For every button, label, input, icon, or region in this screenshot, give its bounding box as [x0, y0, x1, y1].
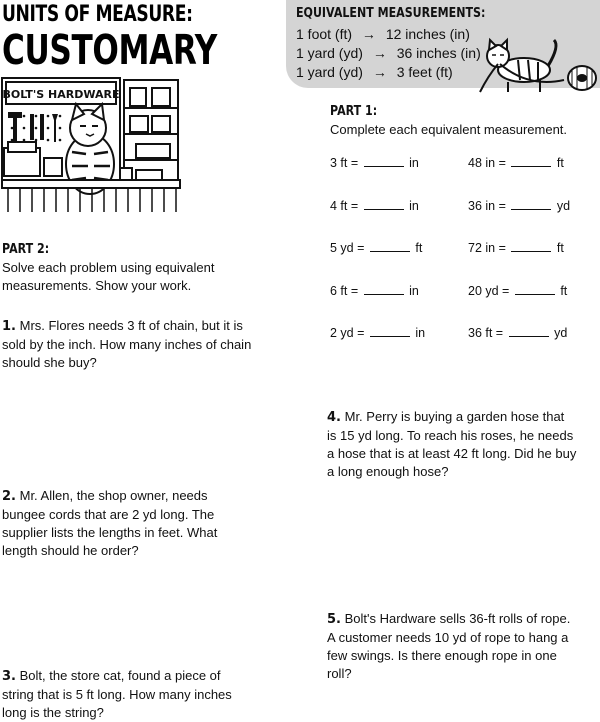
title-line-2: CUSTOMARY — [2, 26, 217, 74]
answer-blank[interactable] — [515, 283, 555, 295]
hardware-store-illustration — [0, 76, 182, 214]
arrow-right-icon: → — [361, 26, 376, 42]
answer-blank[interactable] — [364, 155, 404, 167]
problem-3: 3. Bolt, the store cat, found a piece of string that is 5 ft long. How many inches long is the string? — [2, 668, 232, 720]
arrow-right-icon: → — [372, 64, 387, 80]
part1-instruction: Complete each equivalent measurement. — [330, 122, 568, 137]
answer-blank[interactable] — [364, 283, 404, 295]
exercise: 48 in = ft — [468, 156, 564, 170]
answer-blank[interactable] — [511, 240, 551, 252]
problem-2: 2. Mr. Allen, the shop owner, needs bungee cords that are 2 yd long. The supplier lists the lengths in feet. What length should he order? — [2, 488, 218, 558]
problem-5: 5. Bolt's Hardware sells 36-ft rolls of rope. A customer needs 10 yd of rope to hang a few swings. Is there enough rope in one roll? — [327, 611, 571, 681]
problem-1: 1. Mrs. Flores needs 3 ft of chain, but it is sold by the inch. How many inches of chain should she buy? — [2, 318, 252, 370]
exercise: 5 yd = ft — [330, 241, 423, 255]
exercise: 3 ft = in — [330, 156, 419, 170]
equivalents-title: EQUIVALENT MEASUREMENTS: — [296, 6, 486, 21]
exercise: 2 yd = in — [330, 326, 426, 340]
arrow-right-icon: → — [372, 45, 387, 61]
answer-blank[interactable] — [370, 325, 410, 337]
equivalent-item: 1 yard (yd) → 3 feet (ft) — [296, 64, 453, 80]
answer-blank[interactable] — [370, 240, 410, 252]
store-sign-text: BOLT'S HARDWARE — [2, 88, 120, 101]
exercise: 20 yd = ft — [468, 284, 568, 298]
exercise: 36 ft = yd — [468, 326, 568, 340]
exercise: 36 in = yd — [468, 199, 571, 213]
answer-blank[interactable] — [364, 198, 404, 210]
exercise: 4 ft = in — [330, 199, 419, 213]
answer-blank[interactable] — [509, 325, 549, 337]
part1-title: PART 1: — [330, 104, 378, 119]
exercise: 72 in = ft — [468, 241, 564, 255]
answer-blank[interactable] — [511, 155, 551, 167]
title-line-1: UNITS OF MEASURE: — [2, 2, 193, 27]
cat-with-rope-illustration — [478, 36, 598, 94]
part2-instruction: Solve each problem using equivalent measurements. Show your work. — [2, 260, 215, 293]
answer-blank[interactable] — [511, 198, 551, 210]
problem-4: 4. Mr. Perry is buying a garden hose that is 15 yd long. To reach his roses, he needs a hose that is at least 42 ft long. Did he buy a long enough hose? — [327, 409, 577, 479]
equivalent-item: 1 yard (yd) → 36 inches (in) — [296, 45, 481, 61]
exercise: 6 ft = in — [330, 284, 419, 298]
equivalent-item: 1 foot (ft) → 12 inches (in) — [296, 26, 470, 42]
part2-title: PART 2: — [2, 242, 50, 257]
